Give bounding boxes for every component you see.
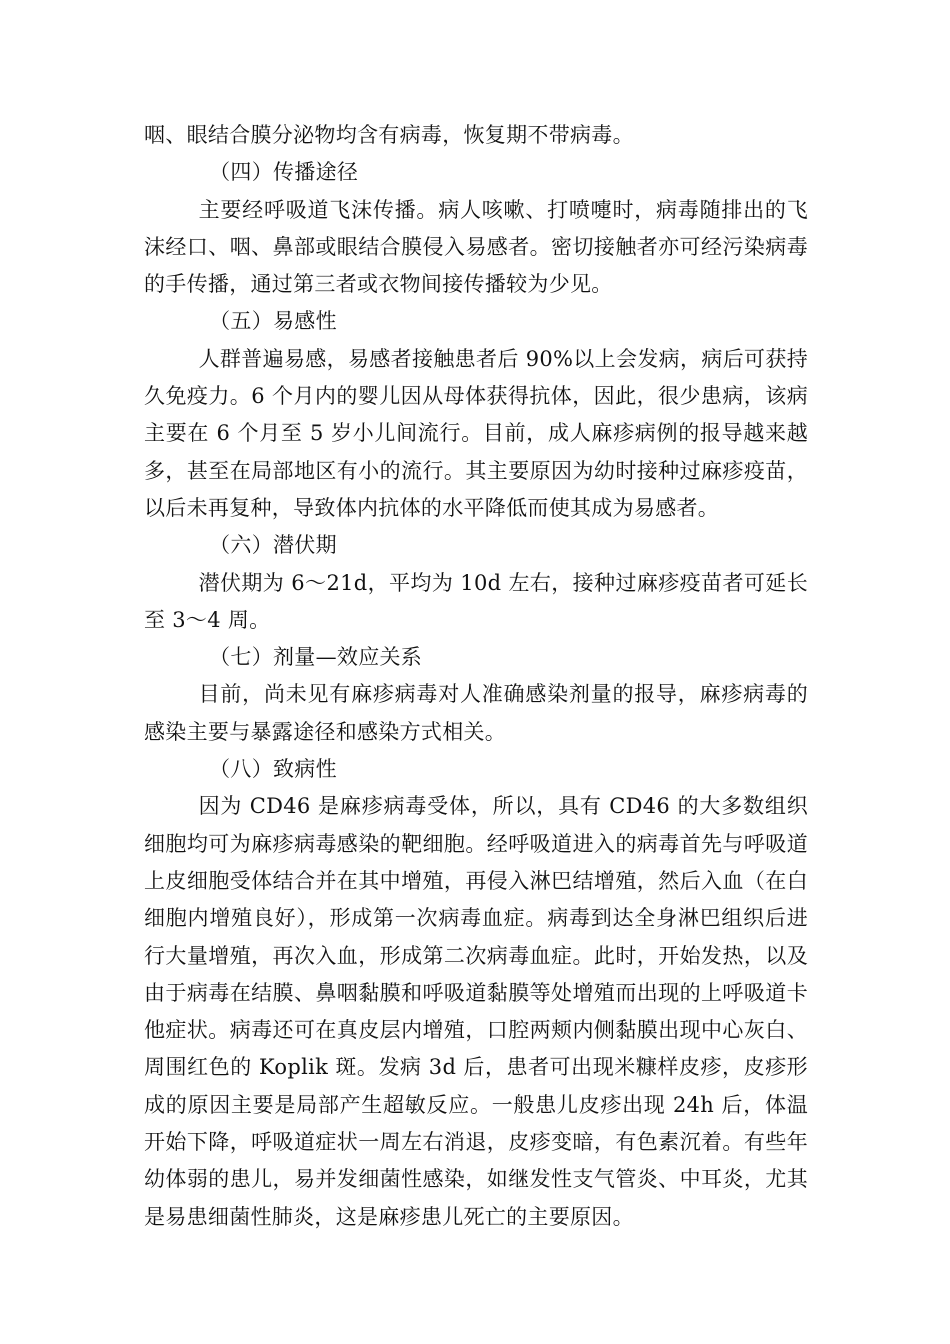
paragraph-pathogenicity: 因为 CD46 是麻疹病毒受体，所以，具有 CD46 的大多数组织细胞均可为麻疹病毒感染的靶细胞。经呼吸道进入的病毒首先与呼吸道上皮细胞受体结合并在其中增殖，再侵入淋巴结增殖，然后入血（在白细胞内增殖良好），形成第一次病毒血症。病毒到达全身淋巴组织后进行大量增殖，再次入血，形成第二次病毒血症。此时，开始发热，以及由于病毒在结膜、鼻咽黏膜和呼吸道黏膜等处增殖而出现的上呼吸道卡他症状。病毒还可在真皮层内增殖，口腔两颊内侧黏膜出现中心灰白、周围红色的 Koplik 斑。发病 3d 后，患者可出现米糠样皮疹，皮疹形成的原因主要是局部产生超敏反应。一般患儿皮疹出现 24h 后，体温开始下降，呼吸道症状一周左右消退，皮疹变暗，有色素沉着。有些年幼体弱的患儿，易并发细菌性感染，如继发性支气管炎、中耳炎，尤其是易患细菌性肺炎，这是麻疹患儿死亡的主要原因。	[144, 794, 808, 1229]
paragraph-dose-response: 目前，尚未见有麻疹病毒对人准确感染剂量的报导，麻疹病毒的感染主要与暴露途径和感染方式相关。	[144, 682, 808, 744]
paragraph-continuation: 咽、眼结合膜分泌物均含有病毒，恢复期不带病毒。	[144, 123, 634, 147]
paragraph-incubation: 潜伏期为 6～21d，平均为 10d 左右，接种过麻疹疫苗者可延长至 3～4 周。	[144, 570, 808, 632]
section-heading-dose-response: （七）剂量—效应关系	[209, 645, 423, 670]
section-heading-susceptibility: （五）易感性	[209, 309, 337, 334]
body-text	[144, 117, 808, 1236]
paragraph-susceptibility: 人群普遍易感，易感者接触患者后 90%以上会发病，病后可获持久免疫力。6 个月内的婴儿因从母体获得抗体，因此，很少患病，该病主要在 6 个月至 5 岁小儿间流行。目前，成人麻疹病例的报导越来越多，甚至在局部地区有小的流行。其主要原因为幼时接种过麻疹疫苗，以后未再复种，导致体内抗体的水平降低而使其成为易感者。	[144, 346, 808, 520]
section-heading-incubation: （六）潜伏期	[209, 533, 337, 558]
section-heading-transmission: （四）传播途径	[209, 160, 359, 185]
paragraph-transmission: 主要经呼吸道飞沫传播。病人咳嗽、打喷嚏时，病毒随排出的飞沫经口、咽、鼻部或眼结合膜侵入易感者。密切接触者亦可经污染病毒的手传播，通过第三者或衣物间接传播较为少见。	[144, 197, 808, 297]
section-heading-pathogenicity: （八）致病性	[209, 757, 337, 782]
